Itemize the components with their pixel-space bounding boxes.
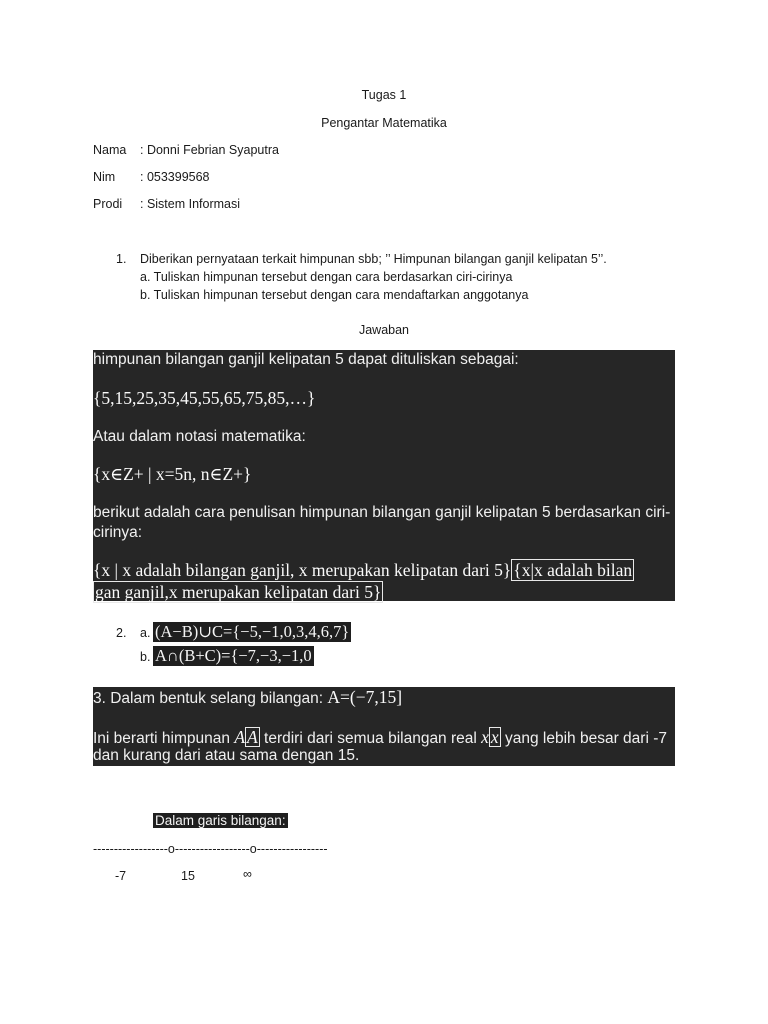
identity-value-nim: : 053399568 [140,170,210,184]
identity-label-nim: Nim [93,170,116,184]
identity-value-prodi: : Sistem Informasi [140,197,241,211]
answer-1-rule-1b: {x|x adalah bilan [513,560,633,580]
number-line-heading: Dalam garis bilangan: [155,813,286,828]
answer-3-var-a: A [234,727,246,747]
answer-1-rule-1a: {x | x adalah bilangan ganjil, x merupakan kelipatan dari 5} [93,560,512,580]
answer-3-var-a-boxed: A [247,727,258,747]
identity-label-name: Nama [93,143,127,157]
number-line-label-max: 15 [181,869,195,883]
answer-3-line-2-mid: terdiri dari semua bilangan real [259,730,482,747]
identity-value-name: : Donni Febrian Syaputra [140,143,279,157]
answer-2-b-label: b. [140,650,151,664]
answer-1-set-list: {5,15,25,35,45,55,65,75,85,…} [93,388,316,408]
answer-2-b-expr: A∩(B+C)={−7,−3,−1,0 [155,646,312,665]
number-line: ------------------o------------------o----------------- [93,842,328,856]
answer-3-line-1-text: 3. Dalam bentuk selang bilangan: [93,690,328,707]
answer-1-set-builder: {x∈Z+ | x=5n, n∈Z+} [93,464,252,484]
infinity-label: ∞ [243,867,252,881]
document-title: Tugas 1 [361,88,407,102]
answer-3-interval: A=(−7,15] [327,687,403,707]
answer-1-line-2: Atau dalam notasi matematika: [93,428,306,445]
answer-1-line-3a: berikut adalah cara penulisan himpunan bilangan ganjil kelipatan 5 berdasarkan ciri- [93,504,671,521]
answer-1-rule-line-1 [93,560,634,581]
answer-3-line-1 [93,687,402,708]
answer-3-line-3: dan kurang dari atau sama dengan 15. [93,747,360,764]
answer-1-rule-line-2 [93,582,383,603]
answer-3-block [93,687,675,766]
answer-2-a-label: a. [140,626,151,640]
answer-heading: Jawaban [358,323,410,337]
question-1-number: 1. [116,252,127,266]
answer-3-line-2 [93,727,667,748]
question-1-part-b: b. Tuliskan himpunan tersebut dengan cara mendaftarkan anggotanya [140,288,529,302]
question-1-text: Diberikan pernyataan terkait himpunan sbb; ’’ Himpunan bilangan ganjil kelipatan 5’’. [140,252,607,266]
question-1-part-a: a. Tuliskan himpunan tersebut dengan cara berdasarkan ciri-cirinya [140,270,513,284]
answer-1-rule-2: gan ganjil,x merupakan kelipatan dari 5} [95,582,382,602]
answer-3-line-2-post: yang lebih besar dari -7 [500,730,667,747]
answer-3-var-x-boxed: x [490,727,499,747]
answer-2-number: 2. [116,626,127,640]
answer-3-var-x: x [481,727,489,747]
answer-1-block [93,350,675,601]
answer-1-line-1: himpunan bilangan ganjil kelipatan 5 dapat dituliskan sebagai: [93,351,519,368]
answer-1-line-3b: cirinya: [93,524,143,541]
identity-label-prodi: Prodi [93,197,123,211]
document-subtitle: Pengantar Matematika [321,116,447,130]
number-line-label-min: -7 [115,869,127,883]
answer-3-line-2-pre: Ini berarti himpunan [93,730,235,747]
answer-2-a-expr: (A−B)∪C={−5,−1,0,3,4,6,7} [155,622,350,641]
